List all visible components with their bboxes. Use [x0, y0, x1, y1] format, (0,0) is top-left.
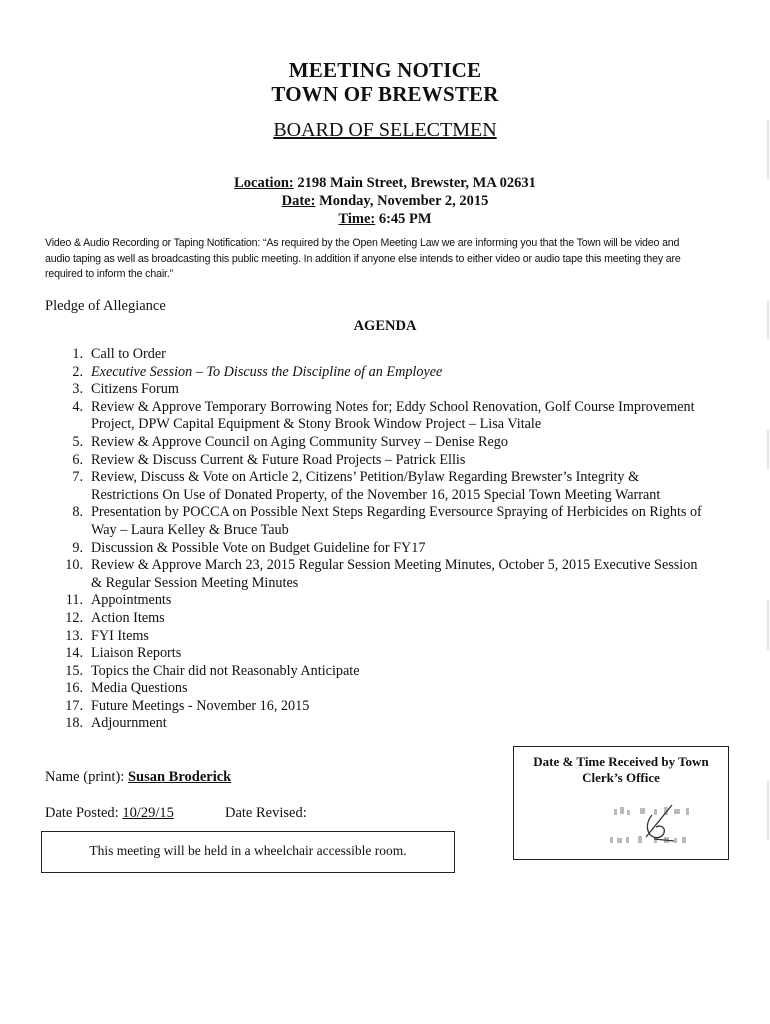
agenda-item-text: Citizens Forum — [91, 381, 179, 398]
agenda-list — [45, 346, 705, 733]
agenda-item — [45, 452, 705, 470]
agenda-item — [45, 698, 705, 716]
agenda-item — [45, 434, 705, 452]
stamp-heading-line2: Clerk’s Office — [582, 770, 660, 785]
agenda-item-text: Review & Approve Temporary Borrowing Notes for; Eddy School Renovation, Golf Course Improvement Project, DPW Capital Equipment & Stony Brook Window Project – Lisa Vitale — [91, 398, 695, 433]
name-print-line — [45, 769, 231, 786]
agenda-item — [45, 364, 705, 382]
agenda-item — [45, 504, 705, 539]
agenda-title: AGENDA — [353, 318, 417, 334]
location-line — [0, 175, 770, 192]
agenda-item-text: Media Questions — [91, 680, 188, 697]
date-posted-line — [45, 805, 174, 822]
notice-title: MEETING NOTICE — [288, 58, 482, 82]
name-value: Susan Broderick — [127, 769, 232, 785]
location-label: Location: — [234, 175, 294, 191]
clerk-receipt-box — [513, 746, 729, 860]
agenda-item — [45, 715, 705, 733]
date-posted-value: 10/29/15 — [122, 805, 174, 821]
agenda-item — [45, 592, 705, 610]
agenda-item-text: Presentation by POCCA on Possible Next Steps Regarding Eversource Spraying of Herbicides on Rights of Way – Laura Kelley & Bruce Taub — [91, 504, 702, 538]
agenda-item — [45, 680, 705, 698]
agenda-item-text: Liaison Reports — [91, 645, 182, 662]
date-line — [0, 193, 770, 210]
agenda-item-text: Review & Approve March 23, 2015 Regular Session Meeting Minutes, October 5, 2015 Executive Session & Regular Session Meeting Minutes — [91, 557, 698, 591]
clerk-initials-signature — [646, 805, 674, 841]
agenda-item-number: 9. — [72, 539, 83, 556]
agenda-item-number: 1. — [72, 346, 83, 362]
name-label: Name (print): — [45, 769, 128, 785]
agenda-item-number: 16. — [65, 680, 83, 697]
agenda-item — [45, 469, 705, 504]
agenda-item-text: Review & Approve Council on Aging Community Survey – Denise Rego — [91, 433, 508, 450]
date-label: Date: — [281, 193, 316, 209]
agenda-item-text: Review & Discuss Current & Future Road Projects – Patrick Ellis — [91, 451, 466, 468]
agenda-item — [45, 628, 705, 646]
agenda-item-number: 5. — [72, 433, 83, 450]
accessibility-note: This meeting will be held in a wheelchair accessible room. — [89, 843, 407, 858]
agenda-item-number: 2. — [72, 363, 83, 380]
agenda-item-number: 18. — [65, 715, 83, 732]
agenda-item-text: Executive Session – To Discuss the Discipline of an Employee — [91, 363, 443, 380]
agenda-item-number: 7. — [72, 469, 83, 486]
agenda-item-number: 11. — [65, 592, 83, 609]
date-posted-label: Date Posted: — [45, 805, 123, 821]
date-value: Monday, November 2, 2015 — [315, 193, 489, 209]
town-name: TOWN OF BREWSTER — [271, 82, 499, 106]
received-stamp-mark — [514, 797, 728, 859]
agenda-item — [45, 645, 705, 663]
recording-notification: Video & Audio Recording or Taping Notification: “As required by the Open Meeting Law we are informing you that the Town will be video and audio taping as well as broadcasting this public meeting. In addition if anyone else intends to either video or audio tape this meeting they are required to inform the chair.” — [45, 237, 681, 280]
time-line — [0, 211, 770, 228]
agenda-item-number: 10. — [65, 557, 83, 574]
agenda-item — [45, 610, 705, 628]
scan-edge-marks — [766, 0, 770, 1024]
agenda-item-text: Adjournment — [91, 715, 167, 732]
agenda-item-text: FYI Items — [91, 627, 149, 644]
location-value: 2198 Main Street, Brewster, MA 02631 — [293, 175, 536, 191]
date-revised-label: Date Revised: — [225, 805, 307, 821]
time-label: Time: — [338, 211, 376, 227]
agenda-item — [45, 663, 705, 681]
agenda-item-number: 15. — [65, 662, 83, 679]
faded-stamp-text — [610, 807, 689, 843]
board-name: BOARD OF SELECTMEN — [273, 119, 497, 141]
agenda-item — [45, 381, 705, 399]
stamp-heading-line1: Date & Time Received by Town — [533, 754, 709, 769]
agenda-item — [45, 557, 705, 592]
agenda-item-number: 13. — [65, 627, 83, 644]
agenda-item-number: 12. — [65, 609, 83, 626]
agenda-item-text: Future Meetings - November 16, 2015 — [91, 697, 310, 714]
agenda-item-number: 17. — [65, 697, 83, 714]
agenda-item — [45, 540, 705, 558]
agenda-heading — [0, 318, 770, 335]
time-value: 6:45 PM — [375, 211, 432, 227]
agenda-item-text: Discussion & Possible Vote on Budget Guideline for FY17 — [91, 539, 426, 556]
agenda-item-number: 8. — [72, 504, 83, 521]
agenda-item — [45, 346, 705, 364]
pledge-of-allegiance: Pledge of Allegiance — [45, 298, 166, 314]
agenda-item-text: Review, Discuss & Vote on Article 2, Citizens’ Petition/Bylaw Regarding Brewster’s Integrity & Restrictions On Use of Donated Property, of the November 16, 2015 Special Town Meeting Warrant — [91, 469, 661, 503]
agenda-item-number: 4. — [72, 398, 83, 415]
accessibility-notice-box — [41, 831, 455, 873]
agenda-item-number: 14. — [65, 645, 83, 662]
agenda-item-number: 6. — [72, 451, 83, 468]
agenda-item-number: 3. — [72, 381, 83, 398]
agenda-item-text: Appointments — [91, 592, 172, 609]
agenda-item-text: Action Items — [91, 609, 165, 626]
agenda-item-text: Topics the Chair did not Reasonably Anticipate — [91, 662, 360, 679]
agenda-item — [45, 399, 705, 434]
agenda-item-text: Call to Order — [91, 346, 166, 362]
